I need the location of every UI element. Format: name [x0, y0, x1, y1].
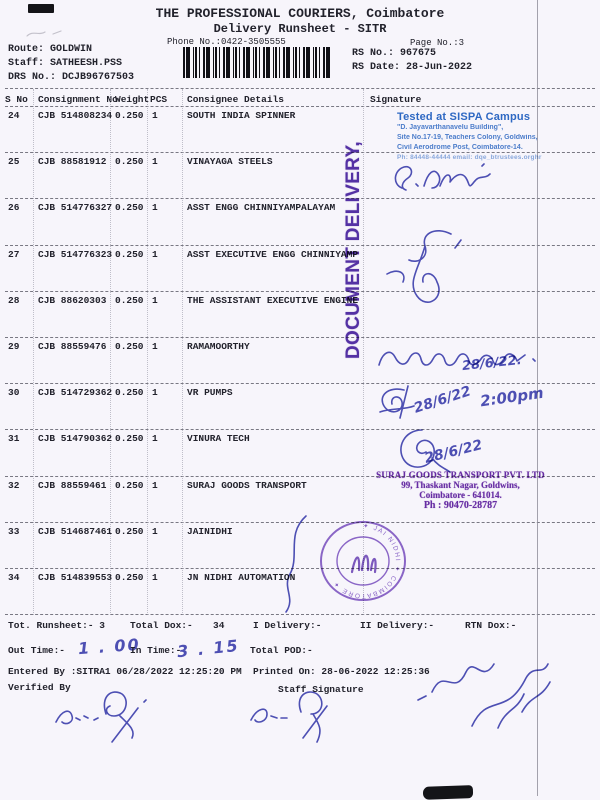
barcode-image: [183, 47, 333, 78]
ii-delivery-label: II Delivery:-: [360, 620, 435, 631]
row-weight: 0.250: [115, 110, 144, 121]
col-header-pcs: PCS: [150, 94, 168, 105]
row-weight: 0.250: [115, 433, 144, 445]
handwritten-in-time: 3 . 15: [176, 635, 241, 662]
row-consignee: VINURA TECH: [187, 433, 250, 445]
row-consignee: SOUTH INDIA SPINNER: [187, 110, 296, 121]
row-consignee: SURAJ GOODS TRANSPORT: [187, 479, 307, 491]
entered-by: Entered By :SITRA1 06/28/2022 12:25:20 PM: [8, 666, 242, 677]
row-consignment-no: CJB 514687461: [38, 525, 113, 537]
sispa-stamp-line2: Site No.17-19, Teachers Colony, Goldwins,: [397, 134, 538, 142]
handwritten-date-row-30: 28/6/22: [411, 383, 473, 417]
col-header-sno: S No: [5, 94, 28, 105]
row-pcs: 1: [152, 294, 158, 306]
staff-signature-label: Staff Signature: [278, 684, 364, 695]
page-title: THE PROFESSIONAL COURIERS, Coimbatore: [155, 6, 445, 21]
redaction-mark-bottom: [423, 785, 473, 800]
sispa-stamp-line4: Ph: 84448-44444 email: dqe_btrustees.orghr: [397, 154, 542, 162]
row-weight: 0.250: [115, 294, 144, 306]
row-pcs: 1: [152, 433, 158, 445]
rtn-dox-label: RTN Dox:-: [465, 620, 517, 631]
row-weight: 0.250: [115, 341, 144, 352]
row-sno: 28: [8, 294, 20, 306]
col-header-consignee: Consignee Details: [187, 94, 284, 105]
signature-row-27: [365, 222, 470, 327]
row-pcs: 1: [152, 110, 158, 121]
row-consignee: THE ASSISTANT EXECUTIVE ENGINE: [187, 294, 359, 306]
row-weight: 0.250: [115, 479, 144, 491]
round-stamp-text: ✦ JAI NIDHI ✦ COIMBATORE ✦: [332, 522, 401, 600]
row-weight: 0.250: [115, 202, 144, 214]
row-pcs: 1: [152, 572, 158, 583]
col-header-consignment: Consignment No: [38, 94, 118, 105]
signature-row-25: [388, 158, 500, 203]
suraj-stamp-line3: Coimbatore - 641014.: [419, 490, 502, 500]
scan-artifact-top-left: [28, 4, 54, 13]
sispa-stamp-line3: Civil Aerodrome Post, Coimbatore-14.: [397, 144, 523, 152]
handwritten-out-time: 1 . 00: [77, 634, 142, 659]
row-weight: 0.250: [115, 525, 144, 537]
table-row: [0, 202, 537, 218]
row-consignment-no: CJB 88559476: [38, 341, 107, 352]
page-number: Page No.:3: [410, 38, 465, 48]
row-consignment-no: CJB 514839553: [38, 572, 113, 583]
sispa-stamp-line1: "D. Jayavarthanavelu Building",: [397, 124, 504, 131]
row-weight: 0.250: [115, 572, 144, 583]
row-pcs: 1: [152, 202, 158, 214]
row-pcs: 1: [152, 248, 158, 260]
row-sno: 32: [8, 479, 20, 491]
col-header-signature: Signature: [370, 94, 422, 105]
row-pcs: 1: [152, 387, 158, 399]
route-label: Route: GOLDWIN: [8, 44, 93, 55]
row-consignment-no: CJB 514776323: [38, 248, 113, 260]
handwritten-time-row-30: 2:00pm: [479, 383, 545, 411]
rs-number: RS No.: 967675: [352, 48, 437, 59]
row-sno: 26: [8, 202, 20, 214]
row-weight: 0.250: [115, 387, 144, 399]
row-sno: 34: [8, 572, 20, 583]
sispa-stamp-title: Tested at SISPA Campus: [397, 111, 531, 123]
total-runsheet: Tot. Runsheet:- 3: [8, 620, 105, 631]
row-weight: 0.250: [115, 156, 144, 168]
row-consignment-no: CJB 514776327: [38, 202, 113, 214]
row-consignee: ASST EXECUTIVE ENGG CHINNIYAMP: [187, 248, 359, 260]
out-time-label: Out Time:-: [8, 645, 66, 656]
row-consignment-no: CJB 88620303: [38, 294, 107, 306]
suraj-stamp-line1: SURAJ GOODS TRANSPORT PVT. LTD: [376, 470, 545, 480]
row-sno: 31: [8, 433, 20, 445]
printed-on: Printed On: 28-06-2022 12:25:36: [253, 666, 430, 677]
row-consignment-no: CJB 514808234: [38, 110, 113, 121]
right-margin-signature: [402, 648, 552, 737]
row-consignee: ASST ENGG CHINNIYAMPALAYAM: [187, 202, 336, 214]
row-consignment-no: CJB 514729362: [38, 387, 113, 399]
row-sno: 29: [8, 341, 20, 352]
verified-by-label: Verified By: [8, 682, 71, 693]
staff-label: Staff: SATHEESH.PSS: [8, 58, 123, 69]
document-delivery-stamp: DOCUMENT DELIVERY,: [343, 141, 364, 359]
row-sno: 33: [8, 525, 20, 537]
phone-number: Phone No.:0422-3505555: [167, 37, 286, 47]
suraj-stamp-line2: 99, Thaskant Nagar, Goldwins,: [401, 480, 520, 490]
row-consignee: JN NIDHI AUTOMATION: [187, 572, 296, 583]
row-sno: 24: [8, 110, 20, 121]
handwritten-date-row-29: 28/6/22.: [461, 352, 523, 375]
round-rubber-stamp: [316, 518, 410, 609]
row-consignment-no: CJB 88559461: [38, 479, 107, 491]
row-weight: 0.250: [115, 248, 144, 260]
svg-text:✦ JAI NIDHI ✦ COIMBATORE ✦: [331, 522, 401, 599]
handwritten-date-row-31: 28/6/22: [422, 437, 484, 467]
suraj-stamp-line4: Ph : 90470-28787: [423, 500, 498, 511]
row-consignee: JAINIDHI: [187, 525, 233, 537]
signature-curve-rows-32-34: [262, 512, 310, 621]
row-pcs: 1: [152, 156, 158, 168]
drs-number: DRS No.: DCJB96767503: [8, 72, 135, 83]
row-consignee: RAMAMOORTHY: [187, 341, 250, 352]
i-delivery-label: I Delivery:-: [253, 620, 322, 631]
row-consignee: VR PUMPS: [187, 387, 233, 399]
page-subtitle: Delivery Runsheet - SITR: [213, 22, 387, 36]
total-dox-value: 34: [213, 620, 225, 631]
row-consignee: VINAYAGA STEELS: [187, 156, 273, 168]
row-consignment-no: CJB 514790362: [38, 433, 113, 445]
row-pcs: 1: [152, 479, 158, 491]
total-pod-label: Total POD:-: [250, 645, 313, 656]
in-time-label: In Time:-: [130, 645, 182, 656]
rs-date: RS Date: 28-Jun-2022: [352, 62, 473, 73]
row-sno: 30: [8, 387, 20, 399]
sispa-campus-stamp: [397, 111, 565, 163]
row-pcs: 1: [152, 525, 158, 537]
total-dox-label: Total Dox:-: [130, 620, 193, 631]
pencil-scribble: [25, 26, 67, 45]
staff-signature-ink: [243, 686, 361, 757]
verified-by-signature: [48, 686, 183, 753]
row-consignment-no: CJB 88581912: [38, 156, 107, 168]
row-pcs: 1: [152, 341, 158, 352]
row-sno: 27: [8, 248, 20, 260]
col-header-weight: Weight: [115, 94, 150, 105]
row-sno: 25: [8, 156, 20, 168]
